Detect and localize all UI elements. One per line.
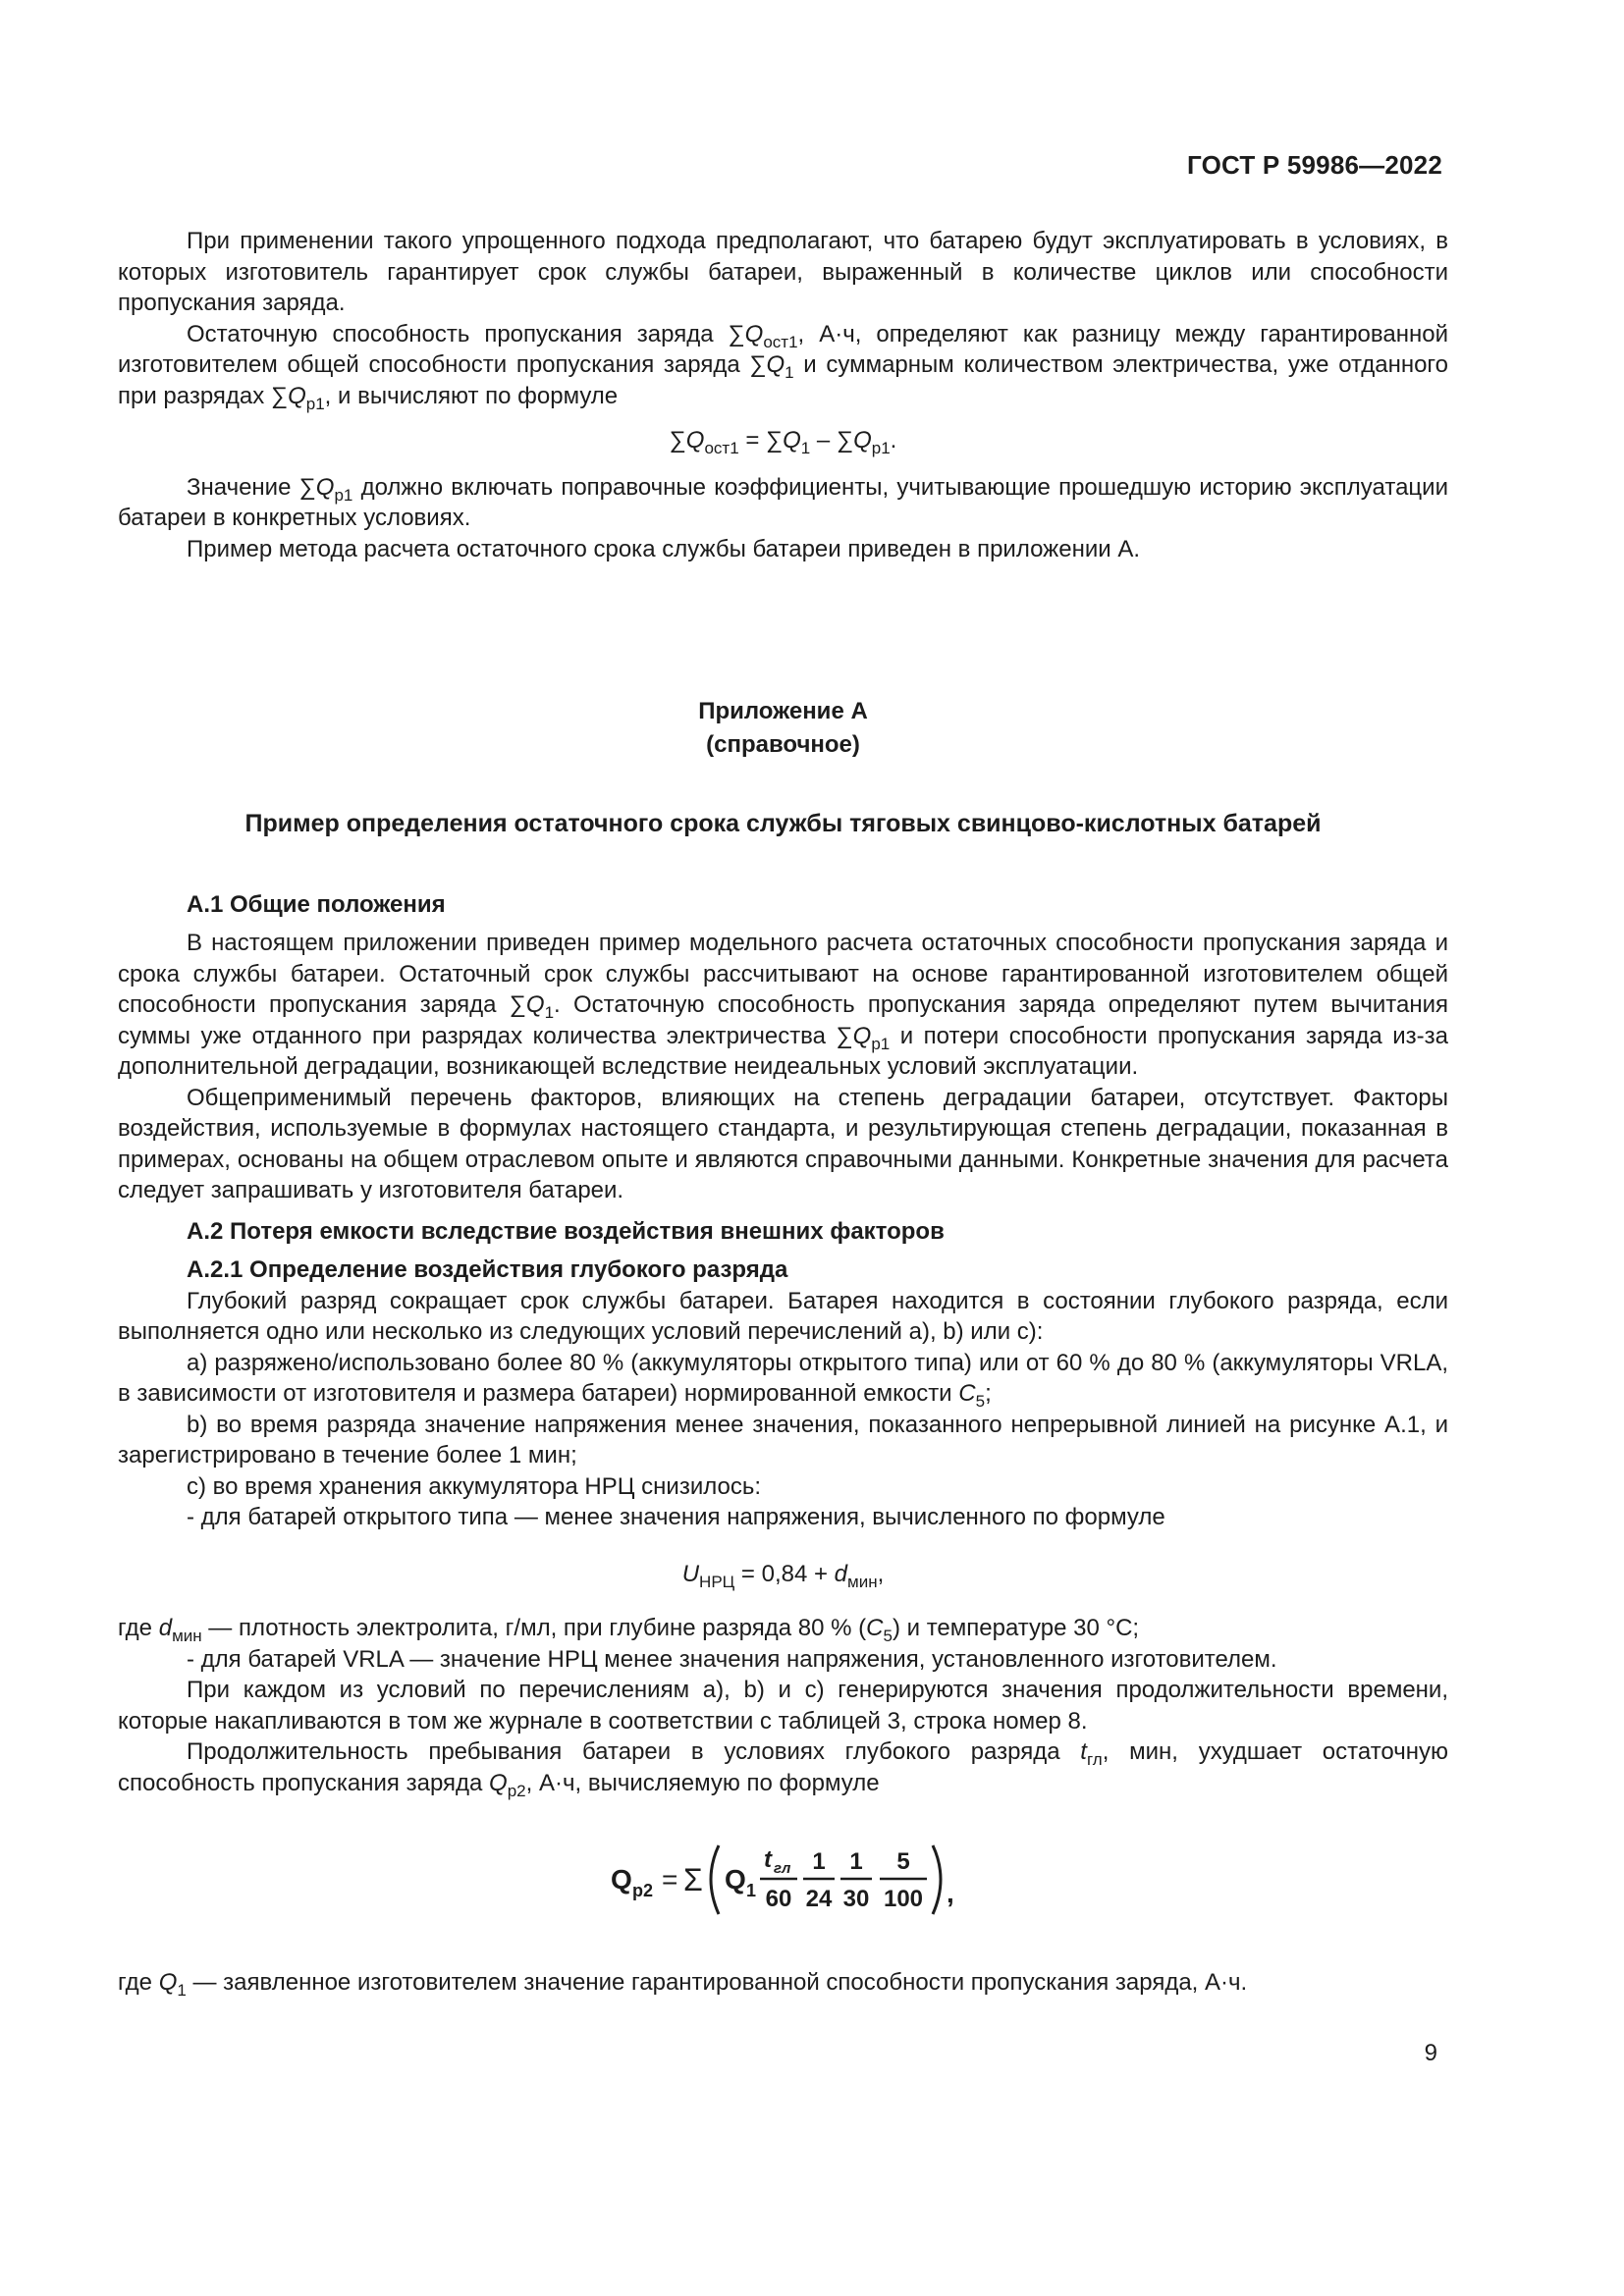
formula-qp2-num-3: 1 — [848, 1848, 863, 1875]
appendix-title: Пример определения остаточного срока службы тяговых свинцово-кислотных батарей — [244, 810, 1322, 837]
section-heading-a2-1: А.2.1 Определение воздействия глубокого разряда — [187, 1256, 788, 1283]
formula-qp2-t-sub: гл — [773, 1860, 790, 1877]
paragraph-deep-discharge: Глубокий разряд сокращает срок службы батареи. Батарея находится в состоянии глубокого разряда, если выполняется одно или несколько из следующих условий перечислений а), b) или с): — [118, 1287, 1448, 1345]
formula-qp2-q1-sub: 1 — [745, 1881, 756, 1900]
formula-qp2-num-4: 5 — [895, 1848, 910, 1875]
formula-residual-charge: $\sum Q_{ост1} = \sum Q_1 - \sum Q_{р1}$. — [669, 427, 897, 457]
page-number: 9 — [1424, 2040, 1437, 2066]
formula-qp2-num-2: 1 — [811, 1848, 826, 1875]
formula-ocv: $U_{НРЦ} = 0,84 + d_{мин}$, — [681, 1560, 885, 1591]
paragraph-deep-discharge-duration: Продолжительность пребывания батареи в условиях глубокого разряда $t_{гл}$, мин, ухудшает остаточную способность пропускания заряда $Q_{р2}$, А·ч, вычисляемую по формуле — [118, 1738, 1448, 1800]
formula-qp2-q1: Q — [724, 1864, 746, 1895]
list-item-b: b) во время разряда значение напряжения менее значения, показанного непрерывной линией на рисунке А.1, и зарегистрировано в течение более 1 мин; — [118, 1411, 1448, 1468]
document-id-header: ГОСТ Р 59986—2022 — [1187, 150, 1442, 180]
formula-qp2-den-3: 30 — [842, 1886, 869, 1912]
page-content — [118, 226, 1448, 1999]
list-dash-vrla: - для батарей VRLA — значение НРЦ менее значения напряжения, установленного изготовителем. — [187, 1645, 1277, 1673]
paragraph-a1-intro: В настоящем приложении приведен пример модельного расчета остаточных способности пропускания заряда и срока службы батареи. Остаточный срок службы рассчитывают на основе гарантированной изготовителем общей способности пропускания заряда $\sum Q_1$. Остаточную способность пропускания заряда определяют путем вычитания суммы уже отданного при разрядах количества электричества $\sum Q_{р1}$ и потери способности пропускания заряда из-за дополнительной деградации, возникающей вследствие неидеальных условий эксплуатации. — [118, 930, 1448, 1080]
formula-qp2-right-paren — [933, 1845, 941, 1914]
paragraph-residual-capacity: Остаточную способность пропускания заряда $\sum Q_{ост1}$, А·ч, определяют как разницу между гарантированной изготовителем общей способности пропускания заряда $\sum Q_1$ и суммарным количеством электричества, уже отданного при разрядах $\sum Q_{р1}$, и вычисляют по формуле — [118, 320, 1448, 413]
formula-qp2 — [118, 1824, 1448, 1932]
formula-qp2-svg — [607, 1824, 960, 1932]
section-heading-a1: А.1 Общие положения — [187, 890, 446, 918]
formula-qp2-den-4: 100 — [883, 1886, 923, 1912]
formula-qp2-den-2: 24 — [805, 1886, 832, 1912]
list-dash-open-type: - для батарей открытого типа — менее значения напряжения, вычисленного по формуле — [187, 1504, 1165, 1530]
paragraph-correction-factors: Значение $\sum Q_{р1}$ должно включать поправочные коэффициенты, учитывающие прошедшую историю эксплуатации батареи в конкретных условиях. — [118, 473, 1448, 531]
appendix-note: (справочное) — [706, 731, 860, 758]
appendix-label: Приложение А — [698, 698, 868, 724]
formula-qp2-lhs: Q — [610, 1864, 632, 1895]
formula-qp2-equals: = — [661, 1864, 677, 1895]
paragraph-where-q1: где $Q_1$ — заявленное изготовителем значение гарантированной способности пропускания заряда, А·ч. — [118, 1969, 1248, 2000]
list-item-a: а) разряжено/использовано более 80 % (аккумуляторы открытого типа) или от 60 % до 80 % (аккумуляторы VRLA, в зависимости от изготовителя и размера батареи) нормированной емкости $C_5$; — [118, 1349, 1448, 1411]
formula-qp2-sigma: Σ — [682, 1862, 703, 1897]
formula-qp2-den-1: 60 — [765, 1886, 791, 1912]
formula-qp2-left-paren — [711, 1845, 719, 1914]
paragraph-simplified-approach: При применении такого упрощенного подхода предполагают, что батарею будут эксплуатировать в условиях, в которых изготовитель гарантирует срок службы батареи, выраженный в количестве циклов или способности пропускания заряда. — [118, 228, 1448, 316]
formula-qp2-t: t — [763, 1846, 772, 1873]
paragraph-duration-values: При каждом из условий по перечислениям а), b) и с) генерируются значения продолжительности времени, которые накапливаются в том же журнале в соответствии с таблицей 3, строка номер 8. — [118, 1677, 1448, 1735]
formula-qp2-lhs-sub: р2 — [631, 1881, 653, 1900]
paragraph-example-reference: Пример метода расчета остаточного срока службы батареи приведен в приложении А. — [187, 535, 1140, 562]
list-item-c: с) во время хранения аккумулятора НРЦ снизилось: — [187, 1472, 762, 1500]
section-heading-a2: А.2 Потеря емкости вследствие воздействия внешних факторов — [187, 1217, 945, 1245]
paragraph-a1-factors: Общеприменимый перечень факторов, влияющих на степень деградации батареи, отсутствует. Факторы воздействия, используемые в формулах настоящего стандарта, и результирующая степень деградации, показанная в примерах, основаны на общем отраслевом опыте и являются справочными данными. Конкретные значения для расчета следует запрашивать у изготовителя батареи. — [118, 1084, 1448, 1203]
formula-qp2-comma: , — [946, 1878, 954, 1908]
paragraph-where-density: где $d_{мин}$ — плотность электролита, г/мл, при глубине разряда 80 % $(C_5)$ и температуре 30 °С; — [118, 1615, 1140, 1645]
